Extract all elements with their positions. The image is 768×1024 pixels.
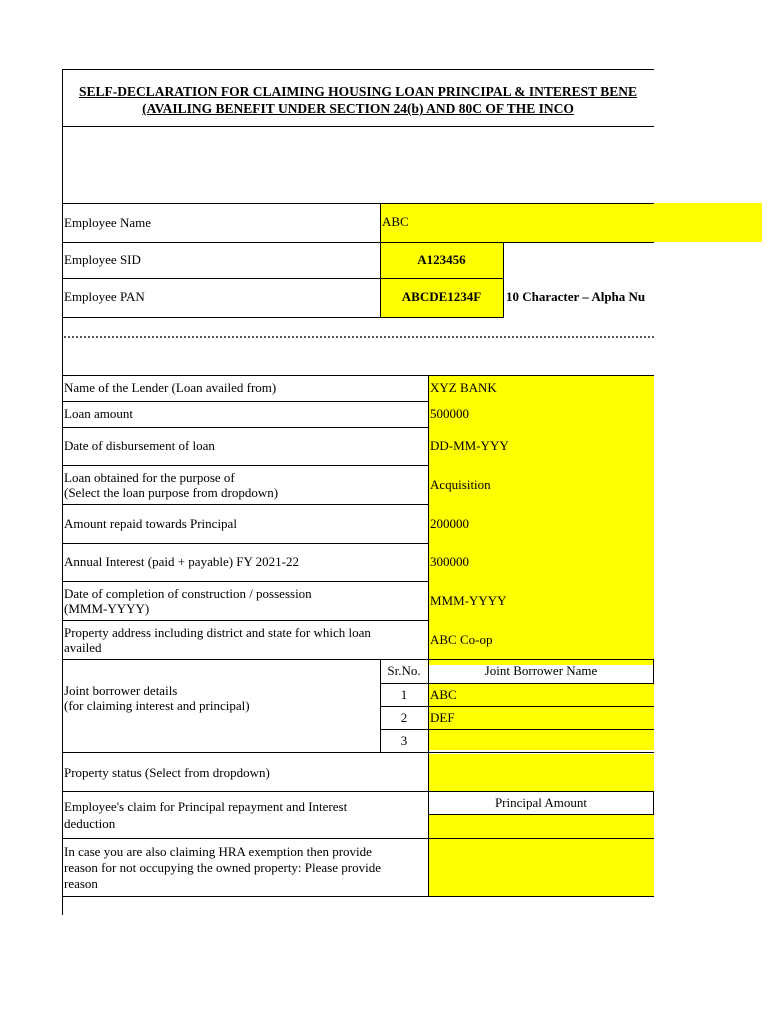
divider [380,729,654,730]
annual-interest-value[interactable]: 300000 [430,554,469,569]
annual-interest-label: Annual Interest (paid + payable) FY 2021-22 [64,554,300,569]
loan-purpose-value[interactable]: Acquisition [430,477,491,492]
divider [62,401,428,402]
property-address-label-line1: Property address including district and state for which loan [64,625,371,640]
property-status-field[interactable] [428,754,654,791]
property-address-label-line2: availed [64,640,102,655]
divider [62,504,428,505]
joint-row-name[interactable]: DEF [430,710,455,725]
pan-format-note: 10 Character – Alpha Nu [506,289,646,304]
lender-label: Name of the Lender (Loan availed from) [64,380,277,395]
property-status-label: Property status (Select from dropdown) [64,765,270,780]
loan-purpose-label-line2: (Select the loan purpose from dropdown) [64,485,279,500]
joint-name-header: Joint Borrower Name [484,663,598,678]
employee-pan-value: ABCDE1234F [401,289,482,304]
employee-pan-label: Employee PAN [64,289,145,304]
divider [380,706,654,707]
completion-date-value[interactable]: MMM-YYYY [430,593,507,608]
loan-amount-value[interactable]: 500000 [430,406,469,421]
employee-name-value: ABC [382,214,409,229]
completion-date-label-line2: (MMM-YYYY) [64,601,150,616]
divider [62,203,654,204]
divider [62,896,654,897]
loan-purpose-label-line1: Loan obtained for the purpose of [64,470,235,485]
employee-name-field-overflow [654,203,762,242]
form-title-line1: SELF-DECLARATION FOR CLAIMING HOUSING LOAN PRINCIPAL & INTEREST BENE [78,84,638,99]
joint-borrower-label-line1: Joint borrower details [64,683,178,698]
divider [380,683,654,684]
divider [62,242,654,243]
principal-repaid-label: Amount repaid towards Principal [64,516,237,531]
principal-amount-header: Principal Amount [494,795,588,810]
divider [62,278,504,279]
divider [62,791,654,792]
principal-amount-field[interactable] [428,815,654,838]
hra-label-line2: reason for not occupying the owned property: Please provide [64,860,381,875]
disbursement-date-label: Date of disbursement of loan [64,438,215,453]
divider [62,427,428,428]
hra-label-line3: reason [64,876,98,891]
sheet-left-border [62,69,63,915]
employee-name-label: Employee Name [64,215,151,230]
joint-row-sr: 1 [400,687,408,702]
disbursement-date-value[interactable]: DD-MM-YYY [430,438,509,453]
joint-row-name[interactable]: ABC [430,687,457,702]
principal-repaid-value[interactable]: 200000 [430,516,469,531]
divider [428,375,429,683]
claim-label-line2: deduction [64,816,116,831]
divider [428,814,654,815]
employee-sid-value: A123456 [417,252,466,267]
divider [428,659,429,896]
hra-label-line1: In case you are also claiming HRA exemption then provide [64,844,372,859]
hra-reason-field[interactable] [428,839,654,896]
joint-row-sr: 2 [400,710,408,725]
divider [62,752,654,753]
divider [62,581,428,582]
employee-sid-label: Employee SID [64,252,141,267]
lender-value[interactable]: XYZ BANK [430,380,497,395]
form-title-line2: (AVAILING BENEFIT UNDER SECTION 24(b) AND 80C OF THE INCO [142,101,574,116]
clipped-text-row [64,336,654,339]
employee-name-field[interactable] [380,203,654,242]
completion-date-label-line1: Date of completion of construction / possession [64,586,312,601]
divider [62,465,428,466]
joint-row-sr: 3 [400,733,408,748]
divider [62,620,428,621]
claim-label-line1: Employee's claim for Principal repayment and Interest [64,799,348,814]
srno-header: Sr.No. [387,663,421,678]
divider [62,69,654,70]
divider [62,375,654,376]
divider [62,659,654,660]
loan-amount-label: Loan amount [64,406,133,421]
divider [503,242,504,318]
joint-names-column [428,684,654,750]
joint-borrower-label-line2: (for claiming interest and principal) [64,698,250,713]
divider [62,317,504,318]
property-address-value[interactable]: ABC Co-op [430,632,493,647]
divider [62,838,654,839]
divider [62,543,428,544]
divider [62,126,654,127]
